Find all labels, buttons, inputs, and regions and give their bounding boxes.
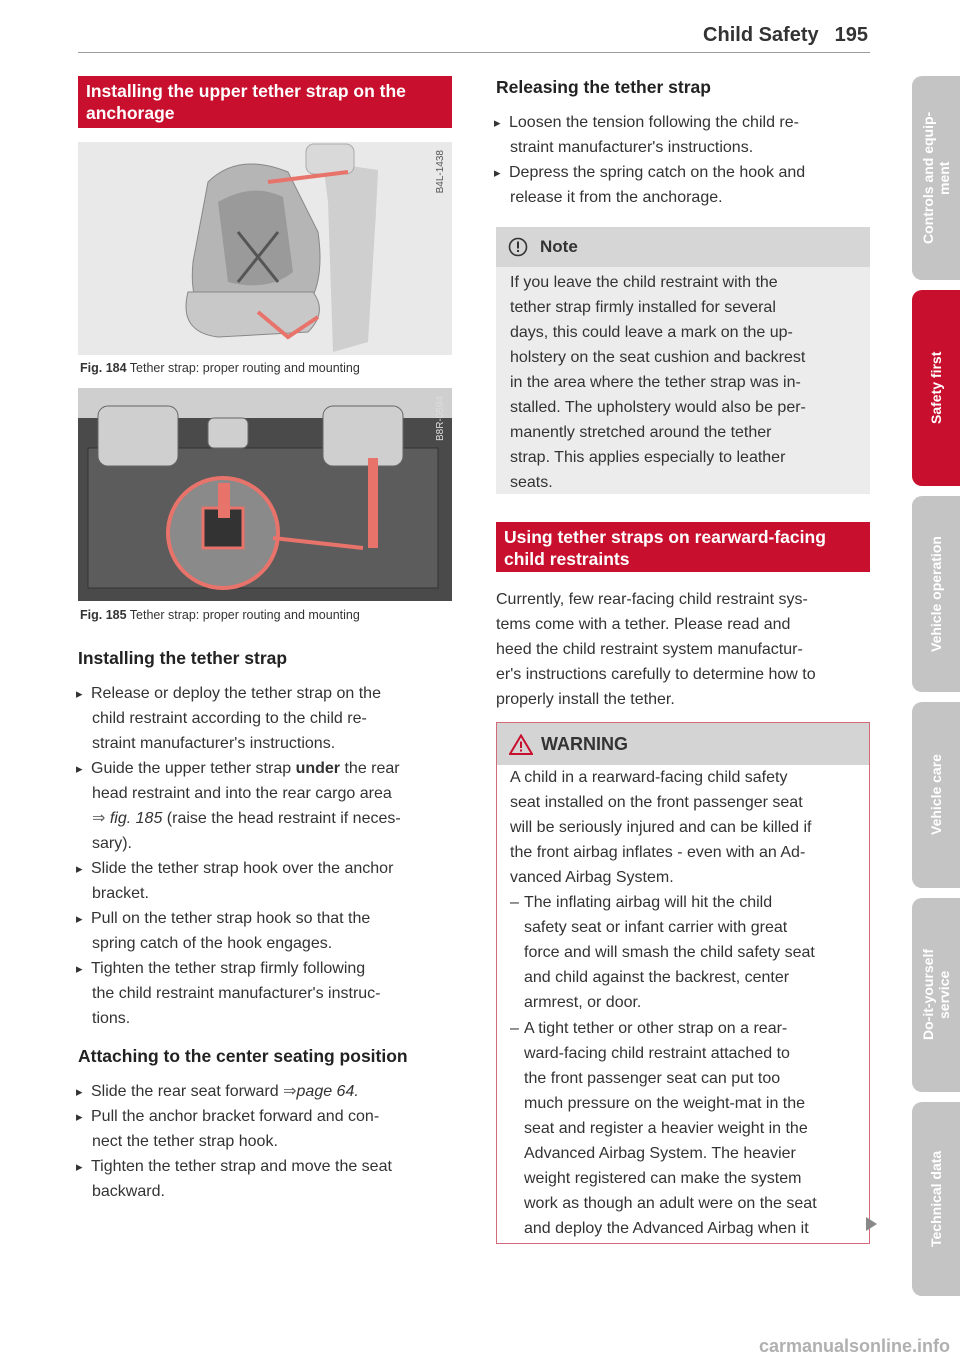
install-step-2-cont: head restraint and into the rear cargo area [92,785,392,802]
install-heading: Installing the tether strap [78,648,288,668]
fig-185-link[interactable]: fig. 185 [109,810,163,827]
side-tab-diy-service[interactable] [912,898,960,1092]
warning-triangle-icon [509,734,533,755]
figure-184-caption-text: Tether strap: proper routing and mounting [129,361,360,375]
install-step-5: ▸ Tighten the tether strap firmly following [78,956,365,981]
section-heading-text: Installing the upper tether strap on the anchorage [86,81,406,123]
rearward-heading-text: Using tether straps on rearward-facing child restraints [504,527,826,569]
install-step-2 [78,756,400,781]
warning-intro-5: vanced Airbag System. [510,869,674,886]
install-step-2-cont2: ⇒ fig. 185 (raise the head restraint if neces- [92,810,401,827]
note-line-6: stalled. The upholstery would also be per- [510,399,806,416]
warning-item2-line-4: much pressure on the weight-mat in the [524,1095,806,1112]
center-step-1-text: Slide the rear seat forward [91,1083,279,1100]
install-step-2-bold: under [295,760,341,777]
note-line-7: manently stretched around the tether [510,424,772,441]
figure-185-caption [80,608,360,622]
figure-185-caption-text: Tether strap: proper routing and mounting [129,608,360,622]
center-step-1: ▸ Slide the rear seat forward ⇒page 64. [78,1079,359,1104]
center-step-2: ▸ Pull the anchor bracket forward and con- [78,1104,379,1129]
side-tab-vehicle-care-label: Vehicle care [928,754,944,836]
watermark: carmanualsonline.info [758,1336,950,1356]
note-line-2: tether strap firmly installed for several [510,299,776,316]
rearward-line-5: properly install the tether. [496,691,675,708]
side-tab-vehicle-operation-label: Vehicle operation [928,536,944,652]
side-tab-vehicle-care[interactable] [912,702,960,888]
header-rule [78,52,870,53]
release-step-1-cont: straint manufacturer's instructions. [510,139,754,156]
warning-item2-line-3: the front passenger seat can put too [524,1070,781,1087]
rearward-line-1: Currently, few rear-facing child restraint sys- [496,591,808,608]
install-step-4: ▸ Pull on the tether strap hook so that the [78,906,370,931]
warning-item1-line-1: – The inflating airbag will hit the child [510,890,772,915]
center-heading: Attaching to the center seating position [78,1046,408,1066]
rearward-line-2: tems come with a tether. Please read and [496,616,791,633]
continue-arrow-icon [866,1217,877,1231]
section-heading-rearward [496,522,870,572]
info-circle-icon [508,237,528,257]
release-heading: Releasing the tether strap [496,77,711,97]
side-tab-controls-label: Controls and equip- ment [920,111,952,245]
figure-185-label: Fig. 185 [80,608,127,622]
install-step-4-cont: spring catch of the hook engages. [92,935,333,952]
install-step-5-cont2: tions. [92,1010,131,1027]
install-step-1: ▸ Release or deploy the tether strap on the [78,681,381,706]
release-step-2: ▸ Depress the spring catch on the hook and [496,160,805,185]
warning-item1-line-5: armrest, or door. [524,994,642,1011]
install-step-1-cont: child restraint according to the child re- [92,710,367,727]
section-heading-upper-tether [78,76,452,128]
warning-item2-line-5: seat and register a heavier weight in the [524,1120,808,1137]
note-line-9: seats. [510,474,553,491]
install-step-2-paren: (raise the head restraint if neces- [166,810,401,827]
header-title: Child Safety [703,24,819,46]
warning-intro-1: A child in a rearward-facing child safety [510,769,788,786]
warning-item2-line-8: work as though an adult were on the seat [524,1195,817,1212]
figure-184-caption [80,361,360,375]
page-64-link[interactable]: page 64. [296,1083,359,1100]
note-title: Note [540,237,578,256]
figure-185-image [78,388,452,601]
side-tab-technical-data[interactable] [912,1102,960,1296]
warning-item1-line-3: force and will smash the child safety seat [524,944,815,961]
rear-cargo-illustration [78,388,452,601]
install-step-5-cont: the child restraint manufacturer's instruc- [92,985,381,1002]
warning-item1-line-2: safety seat or infant carrier with great [524,919,788,936]
note-line-5: in the area where the tether strap was in- [510,374,801,391]
figure-184-label: Fig. 184 [80,361,127,375]
page-number: 195 [834,24,868,46]
warning-item2-line-9: and deploy the Advanced Airbag when it [524,1220,809,1237]
release-step-1: ▸ Loosen the tension following the child re- [496,110,799,135]
side-tab-controls[interactable] [912,76,960,280]
install-step-2-cont3: sary). [92,835,132,852]
figure-185-code: B8R-0594 [435,396,446,442]
side-tab-diy-label: Do-it-yourself service [920,949,952,1041]
warning-intro-3: will be seriously injured and can be killed if [510,819,812,836]
install-step-3: ▸ Slide the tether strap hook over the anchor [78,856,393,881]
install-step-1-cont2: straint manufacturer's instructions. [92,735,336,752]
warning-item1-line-4: and child against the backrest, center [524,969,790,986]
center-step-3: ▸ Tighten the tether strap and move the seat [78,1154,392,1179]
center-step-2-cont: nect the tether strap hook. [92,1133,278,1150]
note-line-1: If you leave the child restraint with the [510,274,778,291]
rearward-line-3: heed the child restraint system manufactur- [496,641,803,658]
warning-intro-2: seat installed on the front passenger seat [510,794,803,811]
note-line-3: days, this could leave a mark on the up- [510,324,793,341]
center-step-3-cont: backward. [92,1183,165,1200]
rearward-line-4: er's instructions carefully to determine how to [496,666,816,683]
running-header [703,24,868,47]
warning-item2-line-6: Advanced Airbag System. The heavier [524,1145,796,1162]
side-tab-safety-label: Safety first [928,351,944,425]
side-tab-safety-first[interactable] [912,290,960,486]
warning-item2-line-1: – A tight tether or other strap on a rear- [510,1016,787,1041]
warning-intro-4: the front airbag inflates - even with an Ad- [510,844,806,861]
child-seat-illustration [78,142,452,355]
side-tab-technical-label: Technical data [928,1150,944,1248]
note-line-8: strap. This applies especially to leather [510,449,786,466]
warning-item2-line-2: ward-facing child restraint attached to [524,1045,790,1062]
note-line-4: holstery on the seat cushion and backrest [510,349,806,366]
figure-184-image [78,142,452,355]
side-tab-vehicle-operation[interactable] [912,496,960,692]
figure-184-code: B4L-1438 [435,150,446,194]
install-step-3-cont: bracket. [92,885,149,902]
release-step-2-cont: release it from the anchorage. [510,189,723,206]
warning-item2-line-7: weight registered can make the system [524,1170,802,1187]
install-step-2-text: Guide the upper tether strap [91,760,292,777]
install-step-2-tail: the rear [344,760,400,777]
warning-title: WARNING [541,734,628,754]
